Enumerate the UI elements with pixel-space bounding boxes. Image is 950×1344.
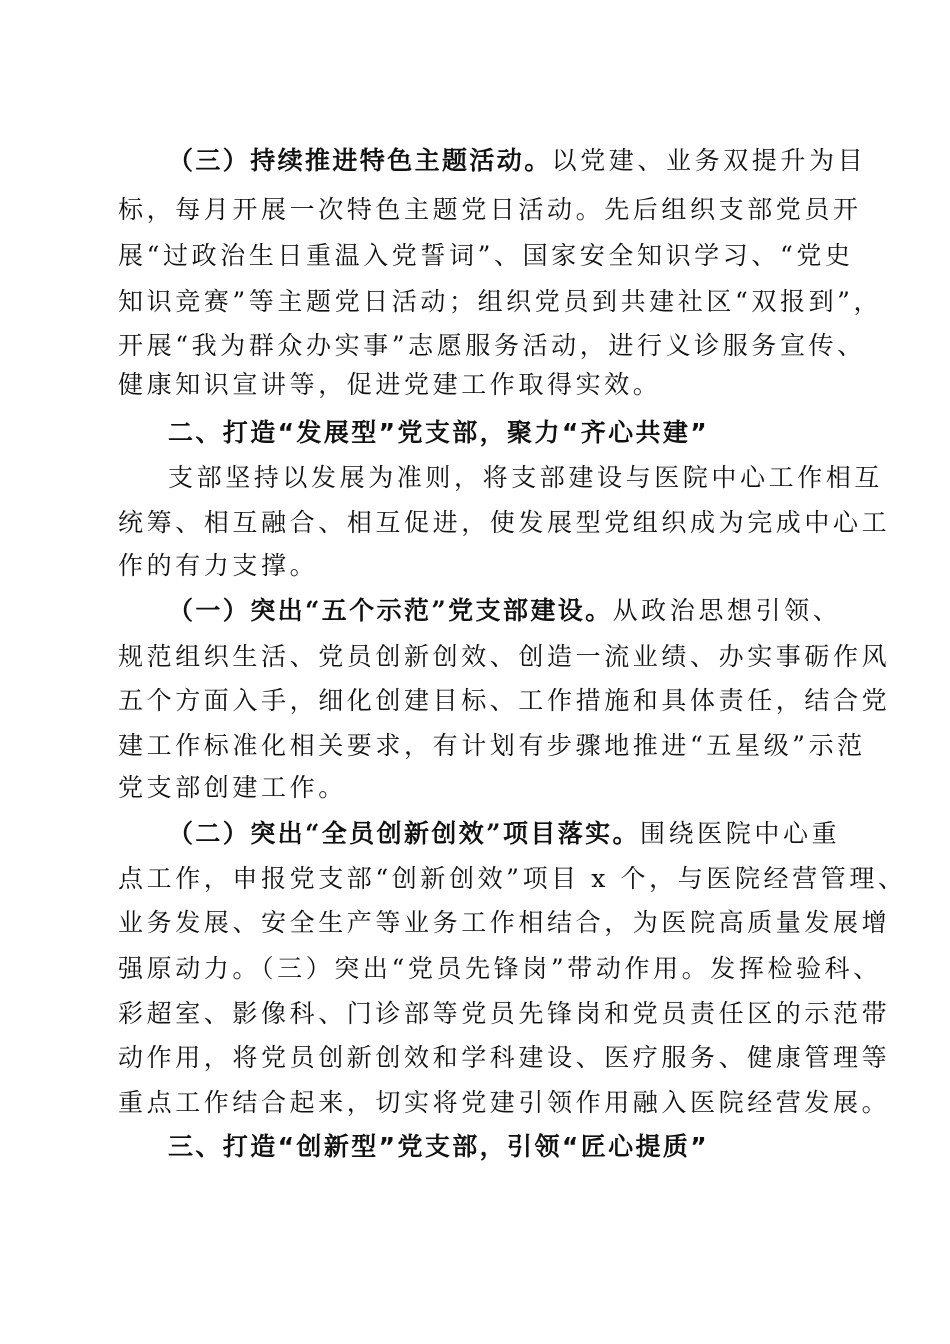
text-line	[118, 903, 891, 943]
body-text: 五个方面入手，细化创建目标、工作措施和具体责任，结合党	[118, 686, 891, 715]
body-text: 健康知识宣讲等，促进党建工作取得实效。	[118, 370, 662, 399]
text-line	[118, 637, 891, 677]
body-text: 标，每月开展一次特色主题党日活动。先后组织支部党员开	[118, 195, 862, 224]
body-text: 重点工作结合起来，切实将党建引领作用融入医院经营发展。	[118, 1088, 891, 1117]
body-text: 彩超室、影像科、门诊部等党员先锋岗和党员责任区的示范带	[118, 999, 891, 1028]
body-text: 知识竞赛”等主题党日活动；组织党员到共建社区“双报到”，	[118, 287, 883, 316]
body-text: 作的有力支撑。	[118, 551, 319, 580]
body-text: 点工作，申报党支部“创新创效”项目 x 个，与医院经营管理、	[118, 864, 907, 893]
subheading-text: （一）突出“五个示范”党支部建设。	[168, 596, 613, 625]
subheading-text: （三）持续推进特色主题活动。	[168, 146, 552, 175]
subheading-text: （二）突出“全员创新创效”项目落实。	[168, 819, 640, 848]
body-text: 统筹、相互融合、相互促进，使发展型党组织成为完成中心工	[118, 508, 891, 537]
body-text: 业务发展、安全生产等业务工作相结合，为医院高质量发展增	[118, 908, 891, 937]
body-text: 从政治思想引领、	[612, 596, 842, 625]
text-line	[118, 326, 866, 366]
text-line	[168, 814, 888, 854]
body-text: 规范组织生活、党员创新创效、创造一流业绩、办实事砺作风	[118, 642, 891, 671]
section-heading	[168, 1127, 888, 1167]
section-heading-text: 二、打造“发展型”党支部，聚力“齐心共建”	[168, 418, 710, 447]
text-line	[118, 1038, 891, 1078]
body-text: 展“过政治生日重温入党誓词”、国家安全知识学习、“党史	[118, 241, 854, 270]
text-line	[118, 503, 891, 543]
text-line	[118, 859, 907, 899]
text-line	[168, 141, 888, 181]
body-text: 建工作标准化相关要求，有计划有步骤地推进“五星级”示范	[118, 731, 866, 760]
section-heading	[168, 413, 888, 453]
text-line	[118, 681, 891, 721]
text-line	[118, 768, 838, 808]
text-line	[118, 994, 891, 1034]
text-line	[118, 365, 838, 405]
text-line	[118, 949, 882, 989]
text-line	[168, 591, 888, 631]
body-text: 围绕医院中心重	[639, 819, 841, 848]
section-heading-text: 三、打造“创新型”党支部，引领“匠心提质”	[168, 1132, 710, 1161]
text-line	[118, 1083, 891, 1123]
text-line	[118, 726, 866, 766]
text-line	[168, 458, 888, 498]
body-text: 支部坚持以发展为准则，将支部建设与医院中心工作相互	[168, 463, 884, 492]
body-text: 动作用，将党员创新创效和学科建设、医疗服务、健康管理等	[118, 1043, 891, 1072]
body-text: 开展“我为群众办实事”志愿服务活动，进行义诊服务宣传、	[118, 331, 866, 360]
body-text: 强原动力。（三）突出“党员先锋岗”带动作用。发挥检验科、	[118, 954, 882, 983]
text-line	[118, 546, 838, 586]
text-line	[118, 282, 883, 322]
body-text: 党支部创建工作。	[118, 773, 347, 802]
text-line	[118, 190, 862, 230]
body-text: 以党建、业务双提升为目	[551, 146, 867, 175]
text-line	[118, 236, 854, 276]
